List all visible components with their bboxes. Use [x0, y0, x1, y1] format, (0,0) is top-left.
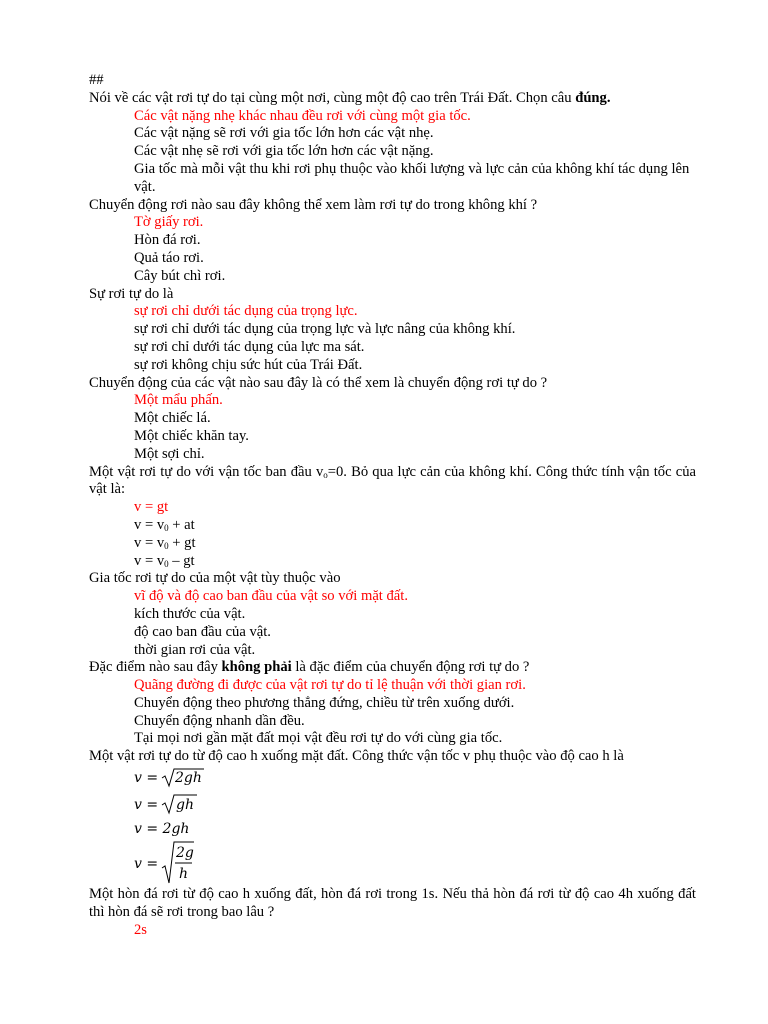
answer-correct: v = gt [134, 499, 169, 516]
answer-option: sự rơi chỉ dưới tác dụng của trọng lực và lực nâng của không khí. [134, 321, 516, 338]
subscript: 0 [164, 558, 169, 569]
question-text: Đặc điểm nào sau đây [89, 659, 222, 676]
answer-option: thời gian rơi của vật. [134, 641, 256, 658]
question-9: Một hòn đá rơi từ độ cao h xuống đất, hòn đá rơi trong 1s. Nếu thả hòn đá rơi từ độ cao 4h xuống đất thì hòn đá sẽ rơi trong bao lâu ? [89, 886, 696, 920]
answer-option: Một sợi chỉ. [134, 445, 205, 462]
subscript: 0 [164, 540, 169, 551]
formula-text: v = v [134, 552, 165, 569]
answer-option: Một chiếc lá. [134, 410, 211, 427]
answer-option: Các vật nặng sẽ rơi với gia tốc lớn hơn các vật nhẹ. [134, 125, 434, 142]
formula-text: v = 2gh [134, 821, 190, 838]
question-2: Chuyển động rơi nào sau đây không thể xem làm rơi tự do trong không khí ? [89, 196, 538, 213]
formula-text: + gt [168, 534, 196, 551]
formula-text: – gt [168, 552, 195, 569]
formula-text: v = v [134, 534, 165, 551]
answer-option: Hòn đá rơi. [134, 232, 201, 249]
formula-option-2 [89, 790, 696, 818]
fraction-numerator: 2g [176, 845, 194, 862]
subscript: o [323, 469, 328, 480]
answer-option: Gia tốc mà mỗi vật thu khi rơi phụ thuộc vào khối lượng và lực cản của không khí tác dụng lên vật. [134, 160, 690, 195]
question-text: Nói về các vật rơi tự do tại cùng một nơi, cùng một độ cao trên Trái Đất. Chọn câu [89, 89, 576, 106]
question-text: Một vật rơi tự do với vận tốc ban đầu v [89, 463, 324, 480]
formula-radicand: 2gh [175, 770, 202, 787]
answer-option: Chuyển động nhanh dần đều. [134, 712, 305, 729]
answer-correct: Tờ giấy rơi. [134, 214, 204, 231]
formula-lhs: v = [134, 856, 159, 873]
formula-text: + at [168, 516, 195, 533]
formula-lhs: v = [134, 797, 159, 814]
formula-lhs: v = [134, 770, 159, 787]
formula-option-1 [89, 766, 696, 790]
answer-correct: vĩ độ và độ cao ban đầu của vật so với mặt đất. [134, 588, 408, 605]
section-marker: ## [89, 72, 104, 88]
question-1 [89, 90, 696, 108]
formula-radicand: gh [176, 797, 194, 814]
answer-option: sự rơi chỉ dưới tác dụng của lực ma sát. [134, 338, 365, 355]
answer-correct: 2s [134, 921, 147, 938]
formula-option-3 [89, 818, 696, 840]
answer-option: sự rơi không chịu sức hút của Trái Đất. [134, 356, 363, 373]
answer-correct: Một mẩu phấn. [134, 392, 223, 409]
question-5 [89, 464, 696, 500]
question-6: Gia tốc rơi tự do của một vật tùy thuộc vào [89, 570, 341, 587]
answer-correct: sự rơi chỉ dưới tác dụng của trọng lực. [134, 303, 358, 320]
answer-option [89, 553, 696, 571]
formula-sqrt-2g-over-h [134, 840, 254, 886]
fraction-denominator: h [179, 866, 189, 883]
answer-correct: Các vật nặng nhẹ khác nhau đều rơi với cùng một gia tốc. [134, 107, 471, 124]
question-4: Chuyển động của các vật nào sau đây là có thể xem là chuyển động rơi tự do ? [89, 374, 548, 391]
answer-option: kích thước của vật. [134, 605, 246, 622]
answer-option: Quả táo rơi. [134, 249, 204, 266]
question-7 [89, 659, 696, 677]
subscript: 0 [164, 522, 169, 533]
answer-option: Chuyển động theo phương thẳng đứng, chiều từ trên xuống dưới. [134, 694, 515, 711]
formula-sqrt-2gh [134, 766, 254, 790]
answer-option: độ cao ban đầu của vật. [134, 623, 271, 640]
answer-correct: Quãng đường đi được của vật rơi tự do tỉ lệ thuận với thời gian rơi. [134, 677, 526, 694]
question-text: =0. Bỏ qua lực cản của không khí. Công thức tính vận tốc của vật là: [89, 463, 696, 498]
question-emphasis: không phải [221, 659, 292, 676]
question-8: Một vật rơi tự do từ độ cao h xuống mặt đất. Công thức vận tốc v phụ thuộc vào độ cao h là [89, 748, 624, 765]
formula-2gh [134, 818, 254, 840]
formula-text: v = v [134, 516, 165, 533]
formula-option-4 [89, 840, 696, 886]
answer-option [89, 535, 696, 553]
answer-option [89, 517, 696, 535]
answer-option: Một chiếc khăn tay. [134, 427, 249, 444]
answer-option: Cây bút chì rơi. [134, 267, 226, 284]
question-text: là đặc điểm của chuyển động rơi tự do ? [291, 659, 530, 676]
formula-sqrt-gh [134, 790, 254, 818]
answer-option: Tại mọi nơi gần mặt đất mọi vật đều rơi tự do với cùng gia tốc. [134, 730, 503, 747]
question-emphasis: đúng. [575, 89, 611, 106]
question-3: Sự rơi tự do là [89, 285, 174, 302]
answer-option: Các vật nhẹ sẽ rơi với gia tốc lớn hơn các vật nặng. [134, 143, 434, 160]
